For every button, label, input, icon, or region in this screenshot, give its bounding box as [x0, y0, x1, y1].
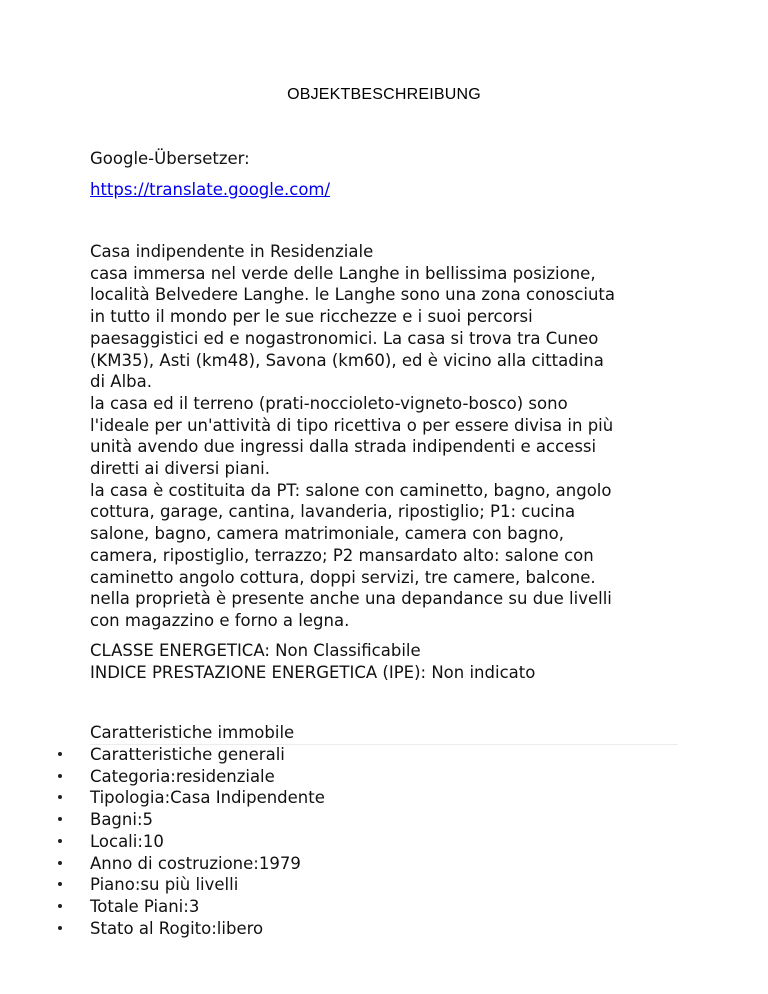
description-line: in tutto il mondo per le sue ricchezze e i suoi percorsi: [90, 307, 533, 327]
feature-text: Locali:10: [90, 831, 164, 851]
bullet-icon: [58, 752, 62, 756]
bullet-icon: [58, 774, 62, 778]
bullet-icon: [58, 926, 62, 930]
features-heading: Caratteristiche immobile: [90, 723, 295, 742]
feature-text: Piano:su più livelli: [90, 875, 239, 895]
description-line: unità avendo due ingressi dalla strada indipendenti e accessi: [90, 437, 597, 457]
list-item: [0, 744, 325, 766]
description-line: paesaggistici ed e nogastronomici. La casa si trova tra Cuneo: [90, 328, 599, 348]
description-line: l'ideale per un'attività di tipo ricettiva o per essere divisa in più: [90, 415, 614, 435]
description-line: salone, bagno, camera matrimoniale, camera con bagno,: [90, 524, 564, 544]
feature-text: Bagni:5: [90, 810, 154, 830]
description-line: caminetto angolo cottura, doppi servizi, tre camere, balcone.: [90, 567, 596, 587]
feature-text: Tipologia:Casa Indipendente: [90, 788, 325, 808]
description-block: [90, 241, 690, 632]
translator-label: Google-Übersetzer:: [90, 149, 250, 168]
list-item: [0, 853, 325, 875]
bullet-icon: [58, 795, 62, 799]
feature-text: Totale Piani:3: [90, 896, 200, 916]
description-line: località Belvedere Langhe. le Langhe sono una zona conosciuta: [90, 285, 616, 305]
energy-block: [90, 640, 535, 683]
description-line: la casa è costituita da PT: salone con caminetto, bagno, angolo: [90, 480, 612, 500]
translator-link[interactable]: https://translate.google.com/: [90, 180, 331, 199]
energy-index: INDICE PRESTAZIONE ENERGETICA (IPE): Non indicato: [90, 662, 536, 682]
feature-text: Stato al Rogito:libero: [90, 918, 264, 938]
description-line: casa immersa nel verde delle Langhe in bellissima posizione,: [90, 263, 596, 283]
list-item: [0, 874, 325, 896]
bullet-icon: [58, 882, 62, 886]
bullet-icon: [58, 904, 62, 908]
list-item: [0, 809, 325, 831]
description-line: nella proprietà è presente anche una depandance su due livelli: [90, 589, 612, 609]
bullet-icon: [58, 839, 62, 843]
list-item: [0, 918, 325, 940]
list-item: [0, 896, 325, 918]
description-line: con magazzino e forno a legna.: [90, 610, 350, 630]
feature-text: Caratteristiche generali: [90, 745, 285, 764]
list-item: [0, 831, 325, 853]
description-line: Casa indipendente in Residenziale: [90, 242, 374, 261]
description-line: (KM35), Asti (km48), Savona (km60), ed è vicino alla cittadina: [90, 350, 604, 370]
feature-text: Categoria:residenziale: [90, 766, 275, 786]
page-title: OBJEKTBESCHREIBUNG: [287, 86, 481, 103]
description-line: cottura, garage, cantina, lavanderia, ripostiglio; P1: cucina: [90, 502, 576, 522]
description-line: di Alba.: [90, 372, 153, 392]
feature-text: Anno di costruzione:1979: [90, 853, 301, 873]
bullet-icon: [58, 861, 62, 865]
description-line: diretti ai diversi piani.: [90, 459, 270, 479]
list-item: [0, 766, 325, 788]
description-line: la casa ed il terreno (prati-noccioleto-vigneto-bosco) sono: [90, 393, 568, 413]
features-list: [0, 744, 325, 939]
description-line: camera, ripostiglio, terrazzo; P2 mansardato alto: salone con: [90, 545, 594, 565]
bullet-icon: [58, 817, 62, 821]
energy-class: CLASSE ENERGETICA: Non Classificabile: [90, 641, 421, 660]
list-item: [0, 787, 325, 809]
